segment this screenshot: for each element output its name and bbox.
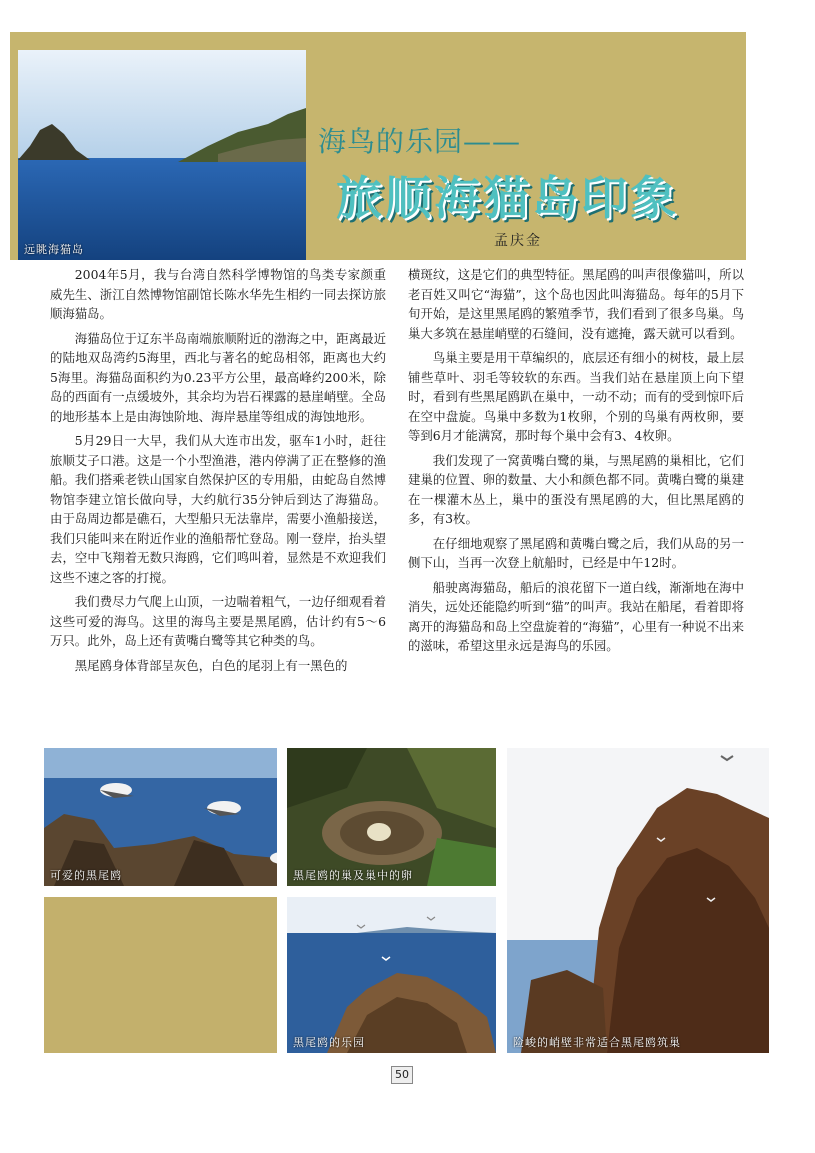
header-photo-caption: 远眺海猫岛 <box>24 243 84 256</box>
cliff-photo <box>507 748 769 1053</box>
article-subtitle: 海鸟的乐园—— <box>318 125 522 158</box>
text-column-right <box>408 265 744 661</box>
island-scene-image <box>18 50 306 260</box>
paragraph: 在仔细地观察了黑尾鸥和黄嘴白鹭之后，我们从岛的另一侧下山，当再一次登上航船时，已经是中午12时。 <box>408 535 744 570</box>
paragraph: 5月29日一大早，我们从大连市出发，驱车1小时，赶往旅顺艾子口港。这是一个小型渔港，港内停满了正在整修的渔船。我们搭乘老铁山国家自然保护区的专用船，由蛇岛自然博物馆李建立馆长做向导，大约航行35分钟后到达了海猫岛。由于岛周边都是礁石，大型船只无法靠岸，需要小渔船接送，我们只能叫来在附近作业的渔船帮忙登岛。刚一登岸，抬头望去，空中飞翔着无数只海鸥，它们鸣叫着，显然是不欢迎我们这些不速之客的打搅。 <box>50 433 386 585</box>
steep-cliff-image <box>507 748 769 1053</box>
gull-paradise-image <box>287 897 496 1053</box>
article-author: 孟庆金 <box>494 233 542 249</box>
header-island-photo <box>18 50 306 260</box>
text-column-left <box>50 265 386 680</box>
article-title: 旅顺海猫岛印象 <box>336 171 679 225</box>
nest-photo-caption: 黑尾鸥的巢及巢中的卵 <box>293 869 413 882</box>
gulls-photo-caption: 可爱的黑尾鸥 <box>50 869 122 882</box>
paragraph: 我们发现了一窝黄嘴白鹭的巢，与黑尾鸥的巢相比，它们建巢的位置、卵的数量、大小和颜色都不同。黄嘴白鹭的巢建在一棵灌木丛上，巢中的蛋没有黑尾鸥的大，但比黑尾鸥的多，有3枚。 <box>408 452 744 526</box>
nest-photo <box>287 748 496 886</box>
paragraph: 横斑纹，这是它们的典型特征。黑尾鸥的叫声很像猫叫，所以老百姓又叫它“海猫”，这个岛也因此叫海猫岛。每年的5月下旬开始，是这里黑尾鸥的繁殖季节，我们看到了很多鸟巢。鸟巢大多筑在悬崖峭壁的石缝间，没有遮掩，露天就可以看到。 <box>408 267 744 341</box>
cliff-photo-caption: 险峻的峭壁非常适合黑尾鸥筑巢 <box>513 1036 681 1049</box>
gulls-photo <box>44 748 277 886</box>
page-number: 50 <box>391 1066 413 1084</box>
paragraph: 海猫岛位于辽东半岛南端旅顺附近的渤海之中，距离最近的陆地双岛湾约5海里，西北与著名的蛇岛相邻，距离也大约5海里。海猫岛面积约为0.23平方公里，最高峰约200米，除岛的西面有一点缓坡外，其余均为岩石裸露的悬崖峭壁。全岛的地形基本上是由海蚀阶地、海岸悬崖等组成的海蚀地形。 <box>50 330 386 424</box>
paragraph: 黑尾鸥身体背部呈灰色，白色的尾羽上有一黑色的 <box>74 657 348 673</box>
paragraph: 2004年5月，我与台湾自然科学博物馆的鸟类专家颜重威先生、浙江自然博物馆副馆长陈水华先生相约一同去探访旅顺海猫岛。 <box>50 267 386 321</box>
gulls-on-rocks-image <box>44 748 277 886</box>
paradise-photo-caption: 黑尾鸥的乐园 <box>293 1036 365 1049</box>
paragraph: 我们费尽力气爬上山顶，一边喘着粗气，一边仔细观看着这些可爱的海鸟。这里的海鸟主要是黑尾鸥，估计约有5～6万只。此外，岛上还有黄嘴白鹭等其它种类的鸟。 <box>50 594 386 648</box>
nest-with-egg-image <box>287 748 496 886</box>
blank-panel <box>44 897 277 1053</box>
paragraph: 鸟巢主要是用干草编织的，底层还有细小的树枝，最上层铺些草叶、羽毛等较软的东西。当我们站在悬崖顶上向下望时，看到有些黑尾鸥趴在巢中，一动不动；而有的受到惊吓后在空中盘旋。鸟巢中多数为1枚卵，个别的鸟巢有两枚卵，要等到6月才能满窝，那时每个巢中会有3、4枚卵。 <box>408 350 744 443</box>
paragraph: 船驶离海猫岛，船后的浪花留下一道白线，渐渐地在海中消失，远处还能隐约听到“猫”的叫声。我站在船尾，看着即将离开的海猫岛和岛上空盘旋着的“海猫”，心里有一种说不出来的滋味，希望这里永远是海鸟的乐园。 <box>408 579 744 653</box>
paradise-photo <box>287 897 496 1053</box>
